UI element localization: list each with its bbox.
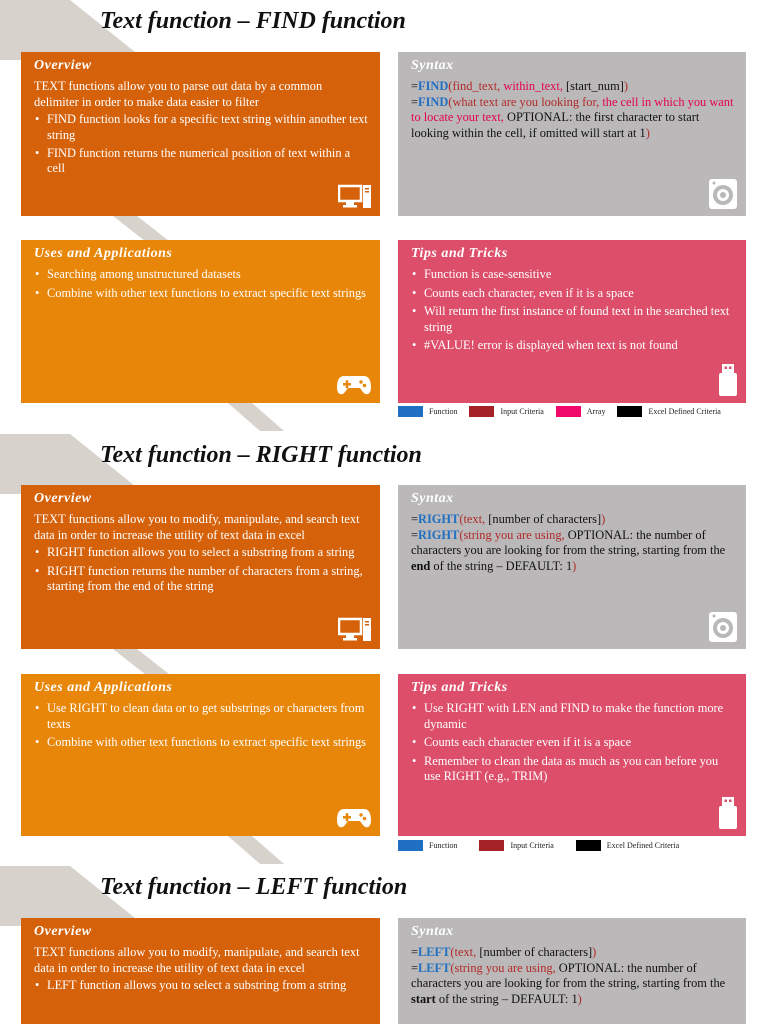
panel-heading: Syntax [411, 924, 454, 939]
legend [398, 839, 691, 851]
syntax-equals: = [411, 945, 418, 960]
legend-item [576, 840, 679, 851]
usb-drive-icon [718, 796, 738, 830]
legend-item [556, 406, 606, 417]
page-title: Text function – RIGHT function [100, 442, 422, 468]
syntax-paren: ) [592, 945, 597, 960]
legend-label: Input Criteria [500, 406, 544, 416]
syntax-paren: ( [459, 512, 464, 527]
decorative-stripe [228, 403, 284, 431]
list-item: • Counts each character, even if it is a space [424, 286, 734, 301]
panel-heading: Tips and Tricks [411, 680, 508, 695]
legend-swatch [617, 406, 642, 417]
legend-label: Input Criteria [510, 840, 554, 850]
legend-item [398, 406, 457, 417]
syntax-paren: ( [448, 79, 453, 94]
decorative-stripe [113, 649, 169, 674]
overview-intro: TEXT functions allow you to modify, manipulate, and search text data in order to increase the utility of text data in excel [34, 945, 360, 975]
bullet-list [411, 267, 734, 353]
syntax-argument: string you are using, [454, 960, 556, 975]
panel-heading: Syntax [411, 491, 454, 506]
syntax-argument: find_text, [452, 79, 501, 94]
panel-heading: Overview [34, 58, 92, 73]
syntax-argument: the cell in which you want to locate your text, [411, 94, 734, 125]
function-name: LEFT [418, 945, 451, 960]
computer-icon [338, 617, 372, 643]
bullet-list [34, 112, 368, 177]
list-item: • Combine with other text functions to extract specific text strings [47, 286, 368, 301]
list-item: • #VALUE! error is displayed when text is not found [424, 338, 734, 353]
legend-swatch [576, 840, 601, 851]
legend-swatch [556, 406, 581, 417]
syntax-paren: ) [572, 558, 577, 573]
bullet-list [34, 545, 368, 594]
syntax-argument: string you are using, [463, 527, 565, 542]
panel-heading: Uses and Applications [34, 246, 173, 261]
legend-label: Function [429, 840, 458, 850]
panel-heading: Overview [34, 491, 92, 506]
syntax-line [411, 528, 734, 574]
list-item: • Counts each character even if it is a space [424, 735, 734, 750]
syntax-equals: = [411, 527, 418, 542]
legend-swatch [398, 406, 423, 417]
syntax-bracket: ] [588, 945, 593, 960]
overview-panel [21, 485, 380, 649]
syntax-bracket: [ [488, 512, 493, 527]
list-item: • Use RIGHT to clean data or to get substrings or characters from texts [47, 701, 368, 732]
syntax-panel [398, 485, 746, 649]
function-name: RIGHT [418, 527, 460, 542]
page-title: Text function – FIND function [100, 8, 406, 34]
bullet-list [34, 701, 368, 750]
legend-item [617, 406, 720, 417]
decorative-stripe [113, 216, 169, 241]
syntax-paren: ) [645, 125, 650, 140]
syntax-paren: ( [450, 960, 455, 975]
syntax-equals: = [411, 960, 418, 975]
legend-label: Excel Defined Criteria [606, 840, 680, 850]
syntax-argument: number of characters [483, 945, 589, 960]
overview-intro: TEXT functions allow you to modify, manipulate, and search text data in order to increase the utility of text data in excel [34, 512, 360, 542]
syntax-line [411, 945, 734, 960]
syntax-argument: OPTIONAL: the first character to start looking within the cell, if omitted will start at [411, 110, 700, 140]
list-item: • Remember to clean the data as much as you can before you use RIGHT (e.g., TRIM) [424, 754, 734, 785]
syntax-line [411, 95, 734, 141]
list-item: • RIGHT function returns the number of characters from a string, starting from the end of the string [47, 564, 368, 595]
syntax-panel [398, 52, 746, 216]
gamepad-icon [336, 373, 372, 397]
list-item: • Use RIGHT with LEN and FIND to make the function more dynamic [424, 701, 734, 732]
syntax-equals: = [411, 512, 418, 527]
syntax-line [411, 79, 734, 94]
legend-item [398, 840, 457, 851]
panel-heading: Uses and Applications [34, 680, 173, 695]
tips-panel [398, 240, 746, 403]
bullet-list [34, 267, 368, 301]
computer-icon [338, 184, 372, 210]
syntax-line [411, 512, 734, 527]
syntax-number: 1 [565, 558, 573, 573]
function-name: RIGHT [418, 512, 460, 527]
list-item: • Will return the first instance of found text in the searched text string [424, 304, 734, 335]
syntax-bracket: ] [596, 512, 602, 527]
syntax-argument: OPTIONAL: the number of characters you are looking for from the string, starting from the [411, 960, 726, 991]
panel-heading: Syntax [411, 58, 454, 73]
syntax-equals: = [411, 94, 418, 109]
syntax-paren: ( [448, 94, 453, 109]
list-item: • Combine with other text functions to extract specific text strings [47, 735, 368, 750]
legend [398, 405, 733, 417]
bullet-list [34, 978, 368, 993]
uses-panel [21, 240, 380, 403]
legend-swatch [479, 840, 504, 851]
overview-panel [21, 52, 380, 216]
decorative-stripe [228, 836, 284, 864]
legend-label: Function [429, 406, 458, 416]
syntax-argument: start_num [570, 79, 620, 94]
syntax-emphasis: start [411, 991, 436, 1006]
syntax-argument: number of characters [492, 512, 597, 527]
speaker-icon [708, 178, 738, 210]
syntax-paren: ( [459, 527, 464, 542]
legend-label: Excel Defined Criteria [648, 406, 721, 416]
list-item: • FIND function returns the numerical position of text within a cell [47, 146, 368, 177]
usb-drive-icon [718, 363, 738, 397]
list-item: • LEFT function allows you to select a substring from a string [47, 978, 368, 993]
legend-swatch [469, 406, 494, 417]
speaker-icon [708, 611, 738, 643]
syntax-paren: ) [577, 991, 582, 1006]
list-item: • FIND function looks for a specific text string within another text string [47, 112, 368, 143]
syntax-bracket: ] [619, 79, 624, 94]
syntax-argument: text, [463, 512, 486, 527]
uses-panel [21, 674, 380, 836]
legend-item [479, 840, 553, 851]
syntax-paren: ) [623, 79, 629, 94]
syntax-bracket: [ [566, 79, 571, 94]
legend-swatch [398, 840, 423, 851]
syntax-argument: text, [454, 945, 477, 960]
panel-heading: Overview [34, 924, 92, 939]
syntax-equals: = [411, 79, 418, 94]
list-item: • Searching among unstructured datasets [47, 267, 368, 282]
syntax-paren: ( [450, 945, 455, 960]
syntax-panel [398, 918, 746, 1024]
overview-intro: TEXT functions allow you to parse out data by a common delimiter in order to make data easier to filter [34, 79, 323, 109]
page-title: Text function – LEFT function [100, 874, 408, 900]
syntax-argument: of the string – DEFAULT: [435, 991, 572, 1006]
gamepad-icon [336, 806, 372, 830]
tips-panel [398, 674, 746, 836]
list-item: • RIGHT function allows you to select a substring from a string [47, 545, 368, 560]
syntax-line [411, 961, 734, 1007]
syntax-argument: of the string – DEFAULT: [430, 558, 566, 573]
function-name: FIND [418, 79, 449, 94]
overview-panel [21, 918, 380, 1024]
syntax-bracket: [ [479, 945, 484, 960]
list-item: • Function is case-sensitive [424, 267, 734, 282]
syntax-emphasis: end [411, 558, 431, 573]
legend-item [469, 406, 543, 417]
legend-label: Array [586, 406, 606, 416]
syntax-argument: OPTIONAL: the number of characters you are looking for from the string, starting from the [411, 527, 726, 558]
function-name: FIND [418, 94, 449, 109]
syntax-argument: what text are you looking for, [452, 94, 600, 109]
syntax-paren: ) [601, 512, 606, 527]
panel-heading: Tips and Tricks [411, 246, 508, 261]
bullet-list [411, 701, 734, 784]
syntax-number: 1 [571, 991, 578, 1006]
syntax-number: 1 [639, 125, 646, 140]
function-name: LEFT [418, 960, 451, 975]
syntax-argument: within_text, [500, 79, 563, 94]
